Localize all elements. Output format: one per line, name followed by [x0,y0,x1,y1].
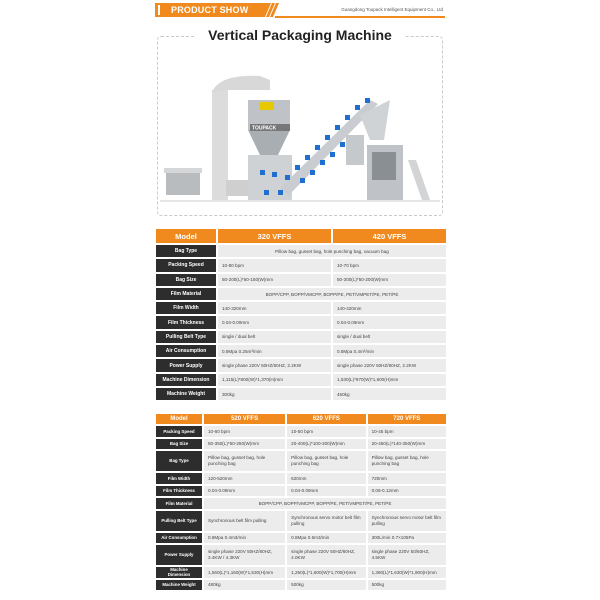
row-label: Film Thickness [156,316,216,328]
cell-value: 140-320mm [218,302,331,314]
cell-value: 500kg [287,580,365,591]
header-model: Model [156,229,216,243]
cell-value: single phase 220V 50HZ/60HZ, 2.2KW [218,359,331,371]
table-row [156,359,446,371]
cell-value: 0.04-0.09mm [333,316,446,328]
cell-value: 10-80 bpm [218,259,331,271]
header-620-vffs: 620 VFFS [287,414,365,424]
cell-value: Pillow bag, gusset bag, hole punching bag [204,451,285,471]
table-row [156,580,446,591]
cell-value: 0.04-0.09mm [204,486,285,497]
table-row [156,388,446,400]
row-label: Pulling Belt Type [156,331,216,343]
row-label: Bag Type [156,451,202,471]
table-header-row [156,229,446,243]
cell-value: Pillow bag, gusset bag, hole punching bag [368,451,446,471]
cell-value: 0.8Mpa 0.4m3/min [204,533,285,544]
cell-value: Synchronous servo motor belt film pulling [368,511,446,531]
cell-value: 1,560(L)*1,160(W)*1,530(H)mm [204,567,285,578]
cell-value: single phase 220V 50/60HZ, 4.5KW [368,545,446,565]
table-header-row [156,414,446,424]
machine-image [160,60,440,210]
table-row [156,316,446,328]
table-row [156,345,446,357]
cell-value: BOPP/CPP, BOPP/VMCPP, BOPP/PE, PET/VMPET/PE, PET/PE [218,288,446,300]
cell-value: 300L/min 0.7×105Pa [368,533,446,544]
header-720-vffs: 720 VFFS [368,414,446,424]
header-420-vffs: 420 VFFS [333,229,446,243]
cell-value: 450kg [333,388,446,400]
row-label: Air Consumption [156,345,216,357]
cell-value: 1,530(L)*970(W)*1,600(H)mm [333,374,446,386]
cell-value: single / dual belt [333,331,446,343]
row-label: Film Material [156,288,216,300]
row-label: Film Thickness [156,486,202,497]
cell-value: Synchronous servo motor belt film pulling [287,511,365,531]
cell-value: Pillow bag, gusset bag, hole punching bag [287,451,365,471]
table-row [156,511,446,531]
cell-value: 0.8Mpa 0.6m3/min [287,533,365,544]
cell-value: single phase 220V 50HZ/60HZ, 3.4KW / 4.3KW [204,545,285,565]
row-label: Film Material [156,498,202,509]
cell-value: 140-420mm [333,302,446,314]
cell-value: 720mm [368,473,446,484]
table-row [156,331,446,343]
table-row [156,545,446,565]
table-row [156,288,446,300]
cell-value: 10-60 bpm [204,426,285,437]
row-label: Machine Dimension [156,567,202,578]
cell-value: 10-45 bpm [368,426,446,437]
row-label: Machine Dimension [156,374,216,386]
product-show-tag: PRODUCT SHOW [155,3,263,17]
header-underline [275,16,445,18]
header-model: Model [156,414,202,424]
cell-value: 0.8Mpa 0.4m³/min [333,345,446,357]
cell-value: 480kg [204,580,285,591]
cell-value: 20-450(L)*140-350(W)mm [368,439,446,450]
row-label: Power Supply [156,359,216,371]
cell-value: 300kg [218,388,331,400]
table-row [156,473,446,484]
cell-value: 0.04-0.09mm [218,316,331,328]
row-label: Air Consumption [156,533,202,544]
row-label: Bag Type [156,245,216,257]
cell-value: 1,360(L)*1,630(W)*1,900(H)mm [368,567,446,578]
cell-value: 500kg [368,580,446,591]
cell-value: Synchronous belt film pulling [204,511,285,531]
cell-value: single / dual belt [218,331,331,343]
cell-value: 1,250(L)*1,600(W)*1,700(H)mm [287,567,365,578]
cell-value: 0.06-0.12mm [368,486,446,497]
cell-value: Pillow bag, gusset bag, hole punching bag, vacuum bag [218,245,446,257]
header-520-vffs: 520 VFFS [204,414,285,424]
row-label: Bag Size [156,274,216,286]
cell-value: 120-520mm [204,473,285,484]
cell-value: 10-50 bpm [287,426,365,437]
row-label: Power Supply [156,545,202,565]
cell-value: 10-70 bpm [333,259,446,271]
slash-decoration-icon [263,3,281,17]
svg-text:TOUPACK: TOUPACK [252,125,277,132]
header-320-vffs: 320 VFFS [218,229,331,243]
page-title: Vertical Packaging Machine [195,27,405,43]
table-row [156,533,446,544]
cell-value: 20-400(L)*100-300(W)mm [287,439,365,450]
row-label: Pulling Belt Type [156,511,202,531]
row-label: Machine Weight [156,580,202,591]
table-row [156,486,446,497]
cell-value: 50-200(L)*50-150(W)mm [218,274,331,286]
cell-value: 50-350(L)*50-250(W)mm [204,439,285,450]
row-label: Machine Weight [156,388,216,400]
cell-value: single phase 220V 50HZ/60HZ, 2.2KW [333,359,446,371]
table-row [156,259,446,271]
row-label: Bag Size [156,439,202,450]
cell-value: 0.04-0.09mm [287,486,365,497]
cell-value: single phase 220V 50HZ/60HZ, 4.0KW [287,545,365,565]
spec-table-320-420 [154,227,448,402]
table-row [156,439,446,450]
row-label: Film Width [156,473,202,484]
spec-table-520-620-720 [154,412,448,592]
cell-value: 1,115(L)*800(W)*1,370(H)mm [218,374,331,386]
row-label: Packing Speed [156,259,216,271]
cell-value: BOPP/CPP, BOPP/VMCPP, BOPP/PE, PET/VMPET/PE, PET/PE [204,498,446,509]
section-header [155,3,445,18]
table-row [156,374,446,386]
table-row [156,451,446,471]
row-label: Film Width [156,302,216,314]
table-row [156,245,446,257]
cell-value: 620mm [287,473,365,484]
cell-value: 0.8Mpa 0.25m³/min [218,345,331,357]
table-row [156,302,446,314]
table-row [156,426,446,437]
company-name: Guangdong Toupack Intelligent Equipment Co., Ltd [341,7,443,12]
table-row [156,567,446,578]
table-row [156,498,446,509]
cell-value: 50-300(L)*50-200(W)mm [333,274,446,286]
table-row [156,274,446,286]
row-label: Packing Speed [156,426,202,437]
